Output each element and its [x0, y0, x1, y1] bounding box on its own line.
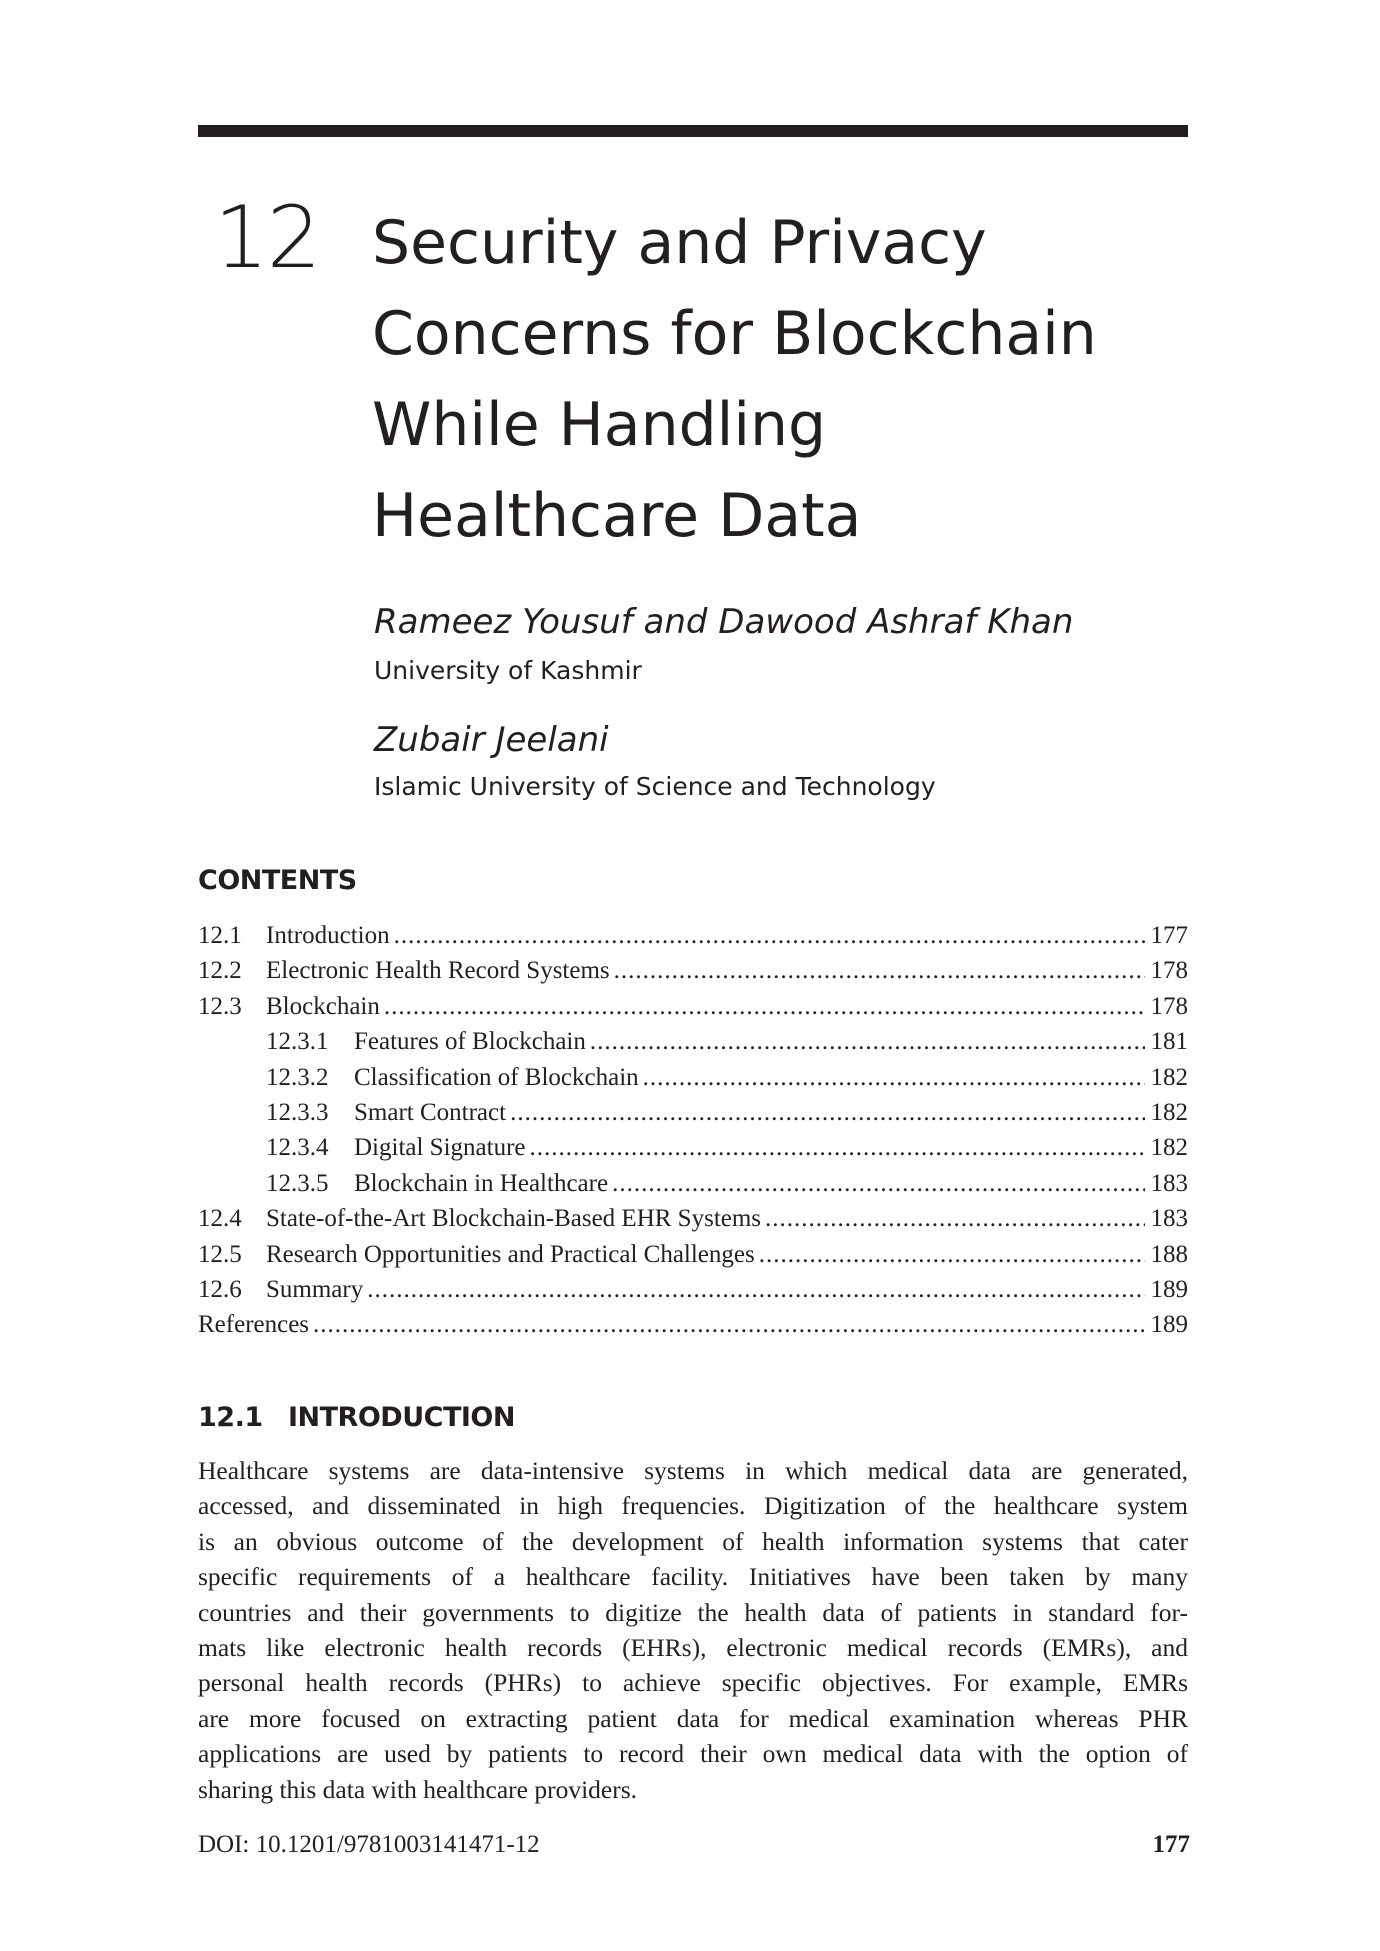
paragraph-line: personal health records (PHRs) to achieve specific objectives. For example, EMRs [198, 1668, 1188, 1698]
toc-entry-page: 182 [1150, 1098, 1188, 1126]
toc-entry-number: 12.3.3 [266, 1098, 329, 1126]
toc-entry-page: 188 [1150, 1240, 1188, 1268]
toc-entry[interactable] [198, 1237, 1188, 1272]
toc-entry-title: Blockchain in Healthcare [354, 1169, 609, 1197]
paragraph-line: sharing this data with healthcare providers. [198, 1774, 638, 1804]
toc-entry-page: 183 [1150, 1205, 1188, 1233]
toc-entry-title: Electronic Health Record Systems [266, 957, 610, 985]
author-names: Rameez Yousuf and Dawood Ashraf Khan [374, 602, 1074, 642]
toc-entry[interactable] [198, 1201, 1188, 1236]
toc-entry-title: Classification of Blockchain [354, 1063, 639, 1091]
toc-entry-number: 12.4 [198, 1205, 242, 1233]
chapter-top-rule [198, 125, 1188, 137]
toc-entry-title: Smart Contract [354, 1098, 507, 1126]
toc-leader-dots [510, 1095, 1144, 1130]
toc-entry-page: 183 [1150, 1169, 1188, 1197]
chapter-title [372, 198, 1172, 562]
table-of-contents [198, 918, 1188, 1343]
toc-entry[interactable] [198, 1166, 1188, 1201]
toc-entry[interactable] [198, 1272, 1188, 1307]
toc-entry-page: 177 [1150, 922, 1188, 949]
toc-entry-page: 189 [1150, 1275, 1188, 1303]
paragraph-line: mats like electronic health records (EHRs), electronic medical records (EMRs), and [198, 1632, 1188, 1662]
toc-entry[interactable] [198, 1060, 1188, 1095]
toc-leader-dots [590, 1024, 1145, 1059]
paragraph-line: specific requirements of a healthcare facility. Initiatives have been taken by many [198, 1562, 1188, 1592]
section-number: 12.1 [198, 1402, 263, 1433]
toc-entry-number: 12.3.4 [266, 1134, 329, 1162]
author-names: Zubair Jeelani [374, 720, 609, 760]
toc-leader-dots [759, 1237, 1145, 1272]
toc-entry-title: Digital Signature [354, 1134, 526, 1162]
toc-entry-references[interactable] [198, 1307, 1188, 1342]
toc-entry[interactable] [198, 953, 1188, 988]
toc-entry-number: 12.3.1 [266, 1028, 329, 1056]
paragraph-line: accessed, and disseminated in high frequencies. Digitization of the healthcare system [198, 1491, 1188, 1521]
toc-leader-dots [643, 1060, 1145, 1095]
toc-entry[interactable] [198, 918, 1188, 953]
toc-entry-title: Summary [266, 1275, 364, 1303]
toc-entry-number: 12.5 [198, 1240, 242, 1268]
toc-entry[interactable] [198, 1024, 1188, 1059]
paragraph-line: are more focused on extracting patient data for medical examination whereas PHR [198, 1703, 1188, 1733]
page-number: 177 [1152, 1831, 1190, 1858]
toc-leader-dots [612, 1166, 1144, 1201]
toc-entry-page: 182 [1150, 1063, 1188, 1091]
toc-entry-number: 12.3.2 [266, 1063, 329, 1091]
toc-leader-dots [530, 1130, 1145, 1165]
toc-entry[interactable] [198, 1095, 1188, 1130]
toc-entry-number: 12.3 [198, 992, 242, 1020]
paragraph-line: Healthcare systems are data-intensive systems in which medical data are generated, [198, 1456, 1188, 1485]
toc-entry-title: Features of Blockchain [354, 1028, 586, 1056]
toc-entry[interactable] [198, 1130, 1188, 1165]
contents-heading: CONTENTS [198, 865, 357, 896]
toc-entry-page: 178 [1150, 992, 1188, 1020]
toc-entry-title: Introduction [266, 922, 390, 949]
toc-leader-dots [614, 953, 1145, 988]
toc-leader-dots [367, 1272, 1144, 1307]
chapter-title-line: While Handling [372, 390, 827, 460]
toc-entry-page: 189 [1150, 1311, 1188, 1339]
toc-entry-title: Blockchain [266, 992, 380, 1020]
toc-leader-dots [394, 918, 1145, 953]
toc-entry-number: 12.6 [198, 1275, 242, 1303]
toc-entry-number: 12.2 [198, 957, 242, 985]
section-heading [198, 1401, 515, 1435]
toc-entry-title: State-of-the-Art Blockchain-Based EHR Systems [266, 1205, 762, 1233]
toc-entry-title: Research Opportunities and Practical Challenges [266, 1240, 755, 1268]
paragraph-line: countries and their governments to digitize the health data of patients in standard for- [198, 1597, 1188, 1627]
toc-entry-title: References [198, 1311, 310, 1339]
toc-entry-page: 181 [1150, 1028, 1188, 1056]
chapter-title-line: Security and Privacy [372, 208, 987, 278]
toc-entry-number: 12.1 [198, 922, 242, 949]
toc-leader-dots [384, 989, 1145, 1024]
author-affiliation: Islamic University of Science and Technology [374, 772, 936, 801]
paragraph-line: is an obvious outcome of the development of health information systems that cater [198, 1526, 1188, 1556]
toc-entry-page: 182 [1150, 1134, 1188, 1162]
doi-footer: DOI: 10.1201/9781003141471-12 [198, 1831, 540, 1858]
toc-entry-page: 178 [1150, 957, 1188, 985]
section-title: INTRODUCTION [288, 1402, 515, 1433]
author-affiliation: University of Kashmir [374, 656, 642, 685]
chapter-number: 12 [214, 188, 320, 288]
paragraph-line: applications are used by patients to record their own medical data with the option of [198, 1739, 1188, 1769]
chapter-title-line: Concerns for Blockchain [372, 299, 1097, 369]
toc-entry[interactable] [198, 989, 1188, 1024]
toc-leader-dots [765, 1201, 1144, 1236]
toc-leader-dots [313, 1307, 1144, 1342]
toc-entry-number: 12.3.5 [266, 1169, 329, 1197]
introduction-paragraph [198, 1453, 1188, 1807]
chapter-title-line: Healthcare Data [372, 481, 862, 551]
